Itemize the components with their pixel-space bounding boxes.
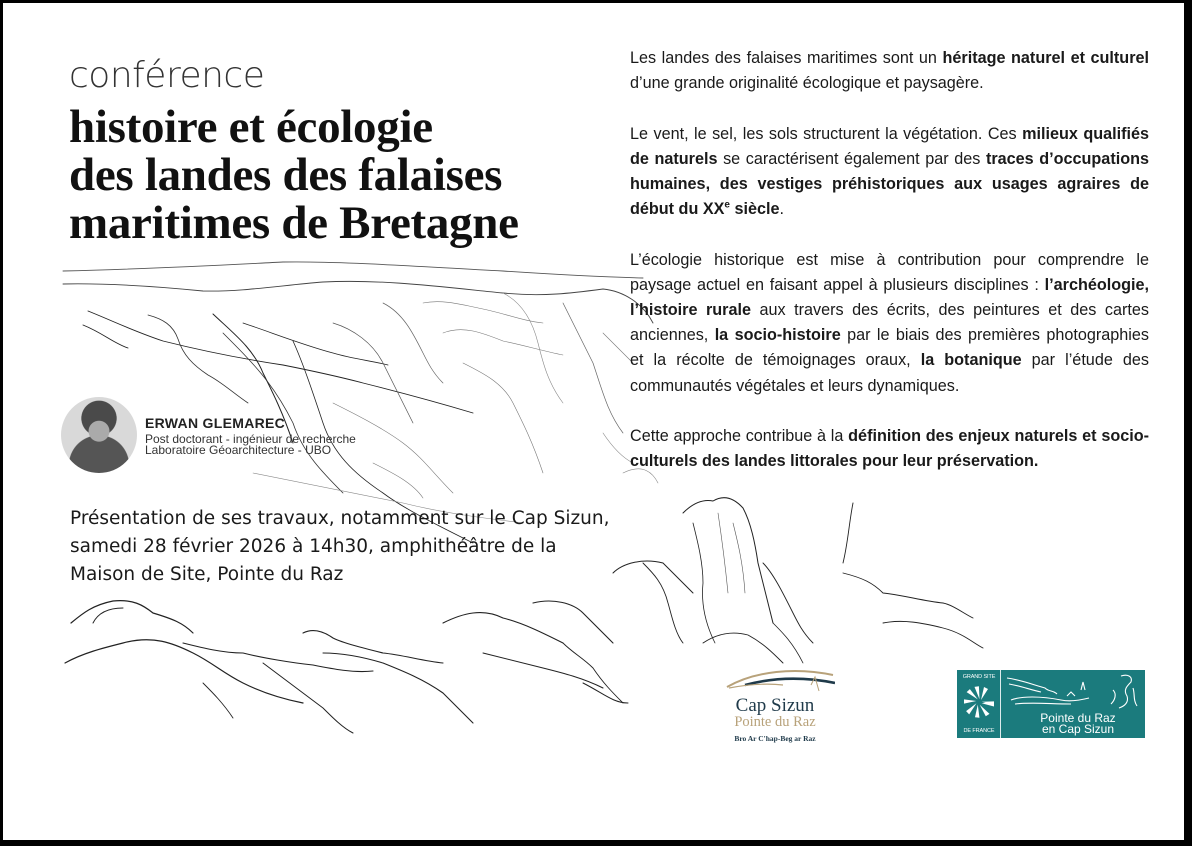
headland-outline-icon <box>1001 670 1144 712</box>
paragraph-2: Le vent, le sel, les sols structurent la végétation. Ces milieux qualifiés de naturels se caractérisent également par des traces d’occupations humaines, des vestiges préhistoriques aux usages agraires de début du XXe siècle. <box>630 124 1149 219</box>
grand-site-line1: Pointe du Raz <box>1040 711 1116 725</box>
grand-site-line2: en Cap Sizun <box>1041 722 1115 736</box>
event-details: Présentation de ses travaux, notamment sur le Cap Sizun, samedi 28 février 2026 à 14h30, amphithéâtre de la Maison de Site, Pointe du Raz <box>70 508 610 585</box>
swoosh-icon <box>715 661 835 697</box>
cap-sizun-logo <box>715 661 835 751</box>
pointe-du-raz-panel <box>1001 670 1145 738</box>
paragraph-4: Cette approche contribue à la définition des enjeux naturels et socio-culturels des landes littorales pour leur préservation. <box>630 427 1149 471</box>
paragraph-3: L’écologie historique est mise à contribution pour comprendre le paysage actuel en faisant appel à plusieurs disciplines : l’archéologie, l’histoire rurale aux travers des écrits, des peintures et des cartes anciennes, la socio-histoire par le biais des premières photographies et la récolte de témoignages oraux, la botanique par l’étude des communautés végétales et leurs dynamiques. <box>630 250 1149 395</box>
title-line-1: histoire et écologie <box>69 101 433 153</box>
poster-title <box>69 103 629 247</box>
speaker-lab: Laboratoire Géoarchitecture - UBO <box>145 443 332 457</box>
cap-sizun-line2: Pointe du Raz <box>734 714 816 730</box>
conference-kicker: conférence <box>69 55 265 96</box>
speaker-avatar <box>61 397 137 473</box>
speaker-role: Post doctorant - ingénieur de recherche <box>145 432 356 446</box>
paragraph-1: Les landes des falaises maritimes sont un héritage naturel et culturel d’une grande originalité écologique et paysagère. <box>630 49 1149 93</box>
grand-site-badge: GRAND SITE DE FRANCE <box>957 670 1001 738</box>
speaker-name: ERWAN GLEMAREC <box>145 415 286 431</box>
cap-sizun-line3: Bro Ar C'hap-Beg ar Raz <box>734 734 816 743</box>
title-line-3: maritimes de Bretagne <box>69 197 519 249</box>
grand-site-pinwheel-icon <box>964 686 994 718</box>
grand-site-de-france-logo <box>957 670 1145 738</box>
speaker-card <box>61 397 441 477</box>
cap-sizun-line1: Cap Sizun <box>735 695 815 716</box>
poster-page <box>3 3 1184 840</box>
description-text <box>630 46 1149 500</box>
title-line-2: des landes des falaises <box>69 149 503 201</box>
